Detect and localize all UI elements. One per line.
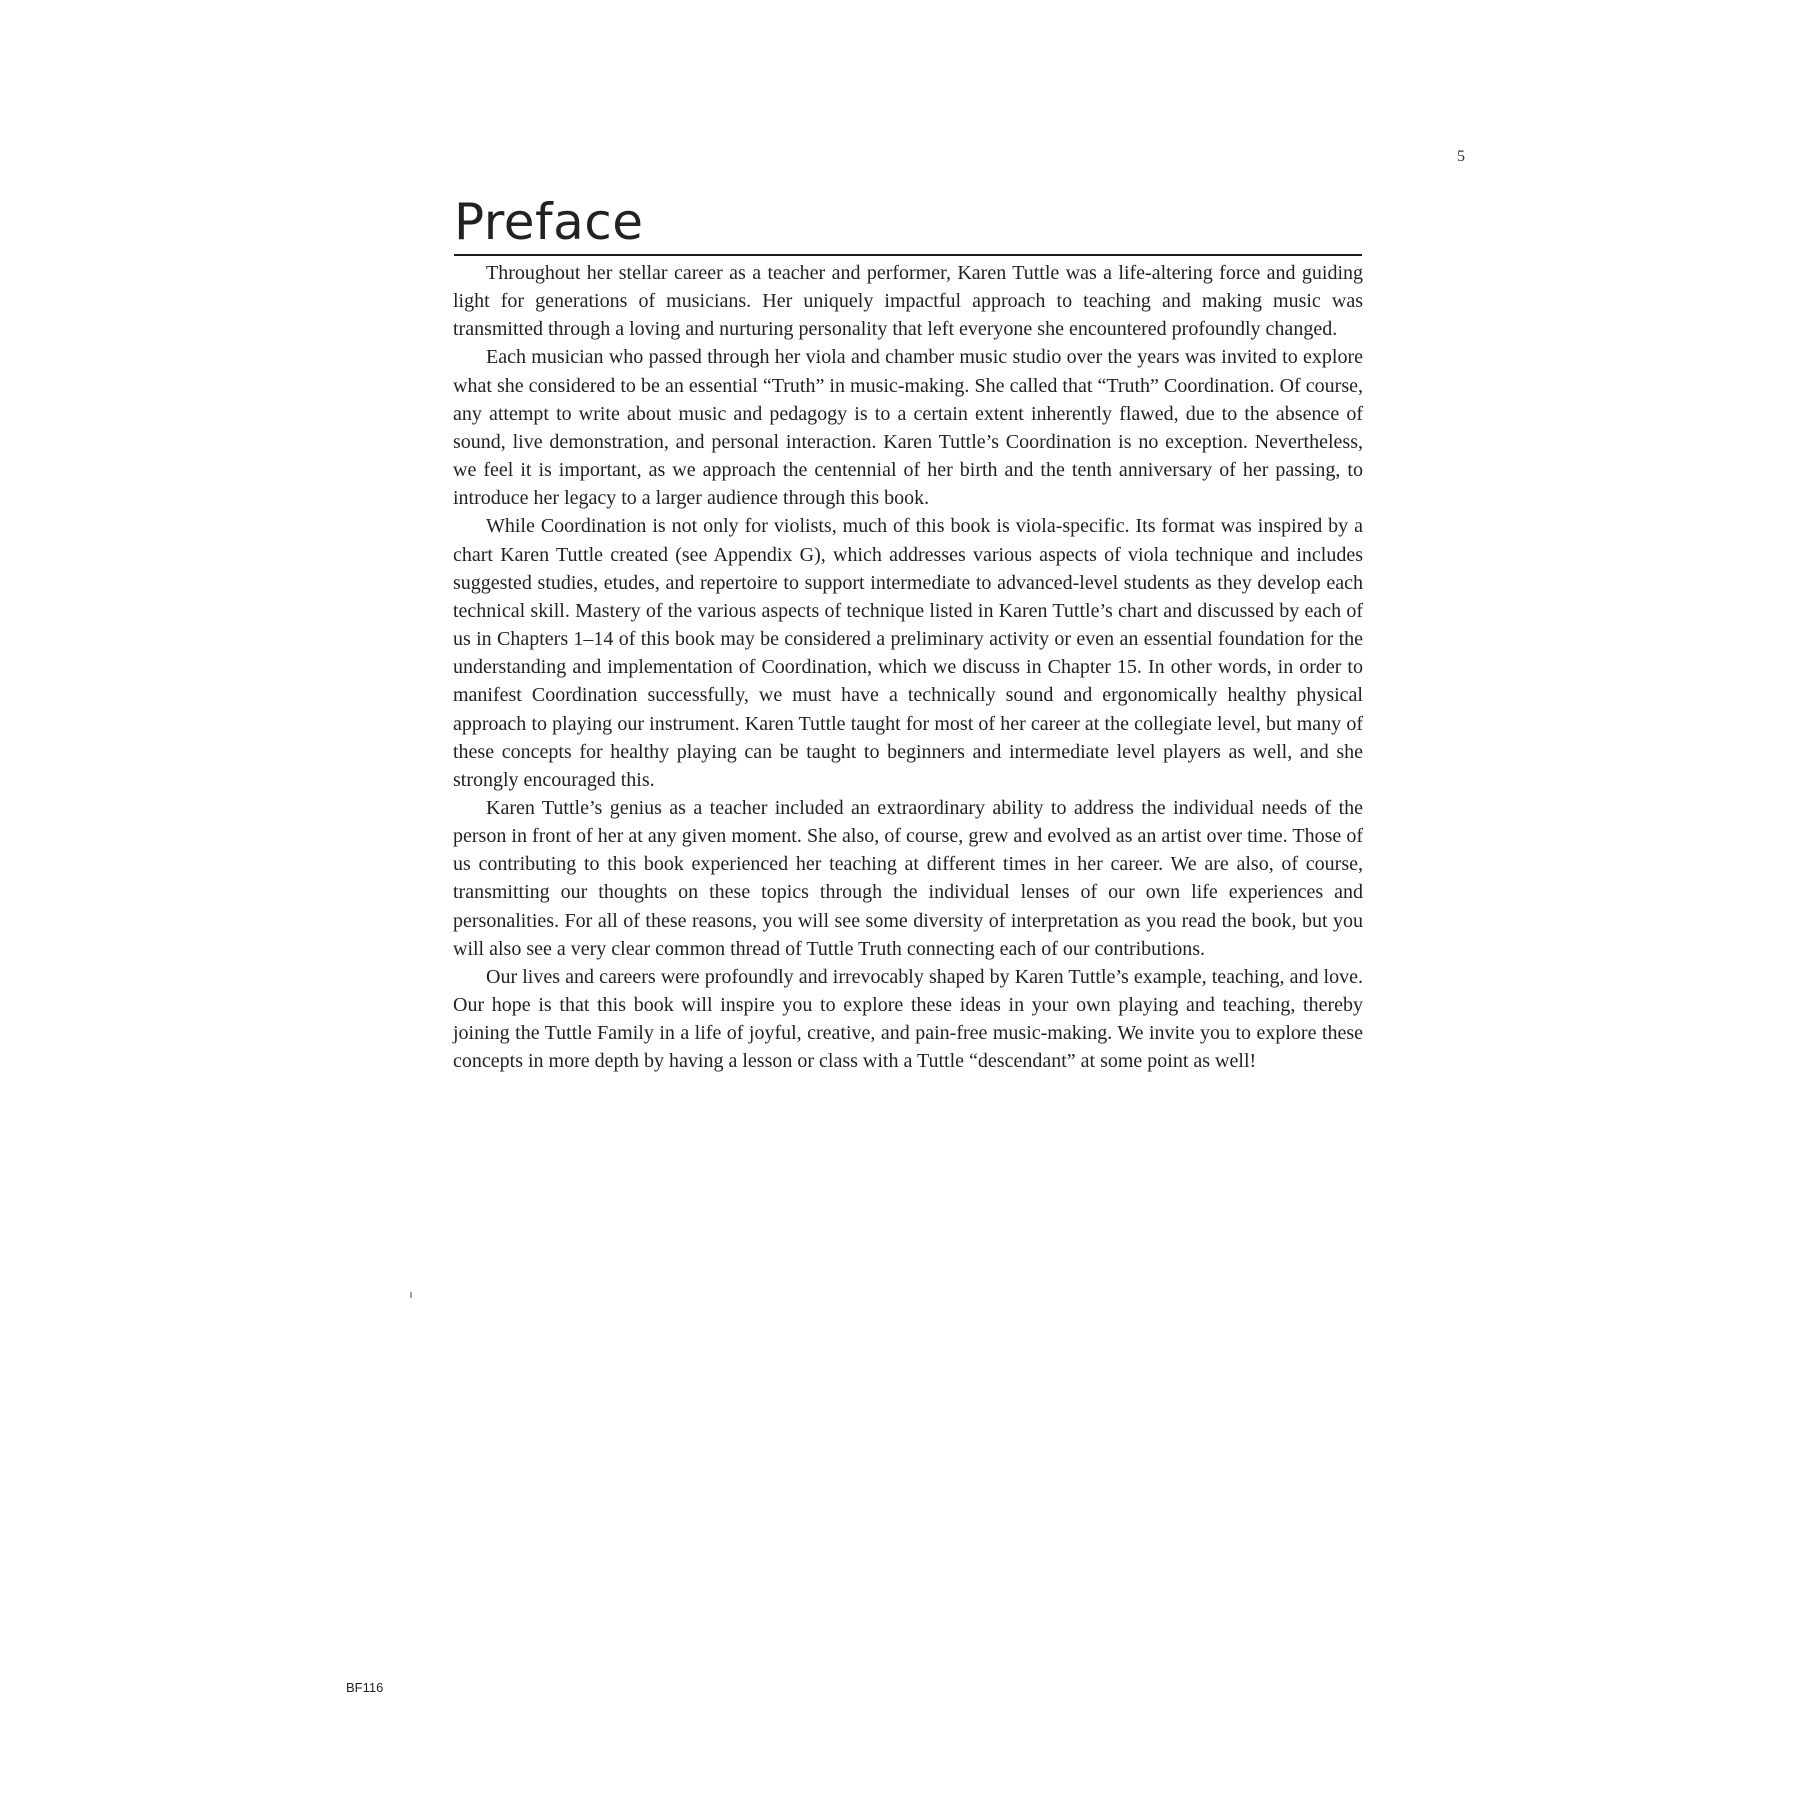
preface-body: [453, 259, 1363, 1076]
footer-code: BF116: [346, 1680, 384, 1695]
paragraph: Throughout her stellar career as a teacher and performer, Karen Tuttle was a life-altering force and guiding light for generations of musicians. Her uniquely impactful approach to teaching and making music was transmitted through a loving and nurturing personality that left everyone she encountered profoundly changed.: [453, 262, 1363, 341]
scan-speck: [410, 1292, 412, 1298]
page-number: 5: [1457, 148, 1465, 165]
title-divider: [454, 254, 1362, 256]
page-title: Preface: [454, 193, 644, 251]
paragraph: Our lives and careers were profoundly and irrevocably shaped by Karen Tuttle’s example, teaching, and love. Our hope is that this book will inspire you to explore these ideas in your own playing and teaching, thereby joining the Tuttle Family in a life of joyful, creative, and pain-free music-making. We invite you to explore these concepts in more depth by having a lesson or class with a Tuttle “descendant” at some point as well!: [453, 965, 1363, 1073]
paragraph: While Coordination is not only for violists, much of this book is viola-specific. Its format was inspired by a chart Karen Tuttle created (see Appendix G), which addresses various aspects of viola technique and includes suggested studies, etudes, and repertoire to support intermediate to advanced-level students as they develop each technical skill. Mastery of the various aspects of technique listed in Karen Tuttle’s chart and discussed by each of us in Chapters 1–14 of this book may be considered a preliminary activity or even an essential foundation for the understanding and implementation of Coordination, which we discuss in Chapter 15. In other words, in order to manifest Coordination successfully, we must have a technically sound and ergonomically healthy physical approach to playing our instrument. Karen Tuttle taught for most of her career at the collegiate level, but many of these concepts for healthy playing can be taught to beginners and intermediate level players as well, and she strongly encouraged this.: [453, 515, 1363, 791]
paragraph: Karen Tuttle’s genius as a teacher included an extraordinary ability to address the individual needs of the person in front of her at any given moment. She also, of course, grew and evolved as an artist over time. Those of us contributing to this book experienced her teaching at different times in her career. We are also, of course, transmitting our thoughts on these topics through the individual lenses of our own life experiences and personalities. For all of these reasons, you will see some diversity of interpretation as you read the book, but you will also see a very clear common thread of Tuttle Truth connecting each of our contributions.: [453, 796, 1363, 960]
paragraph: Each musician who passed through her viola and chamber music studio over the years was invited to explore what she considered to be an essential “Truth” in music-making. She called that “Truth” Coordination. Of course, any attempt to write about music and pedagogy is to a certain extent inherently flawed, due to the absence of sound, live demonstration, and personal interaction. Karen Tuttle’s Coordination is no exception. Nevertheless, we feel it is important, as we approach the centennial of her birth and the tenth anniversary of her passing, to introduce her legacy to a larger audience through this book.: [453, 346, 1363, 510]
